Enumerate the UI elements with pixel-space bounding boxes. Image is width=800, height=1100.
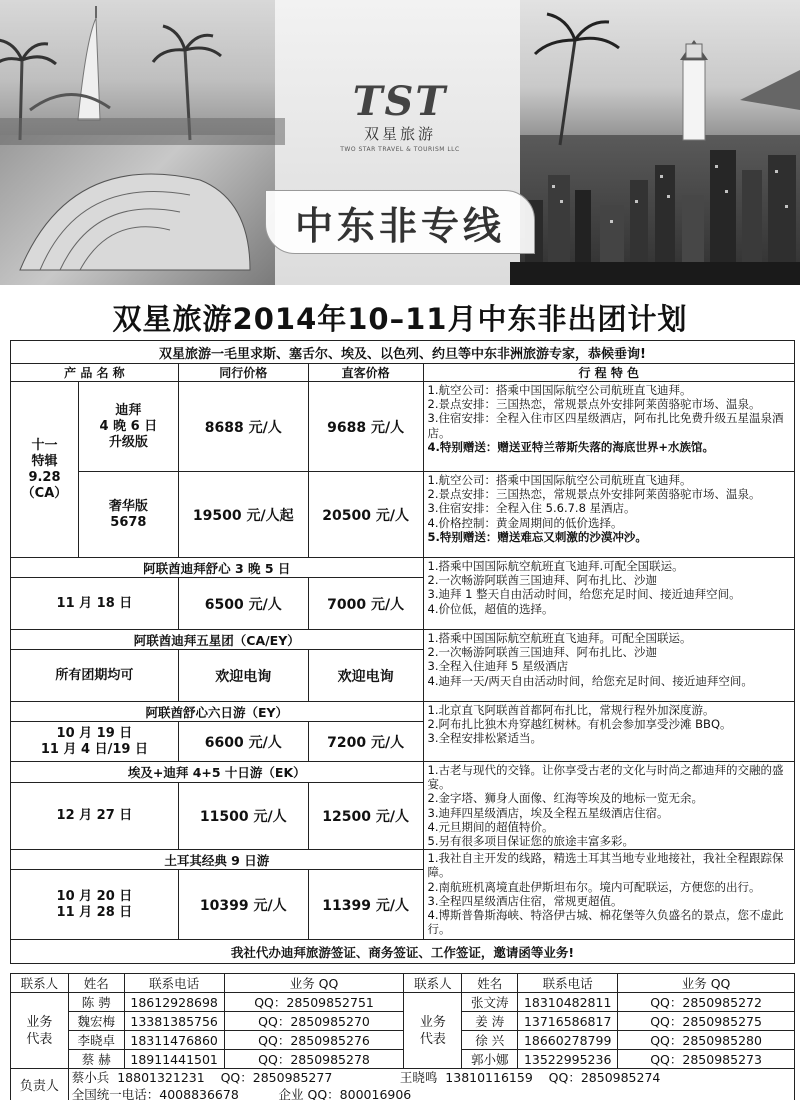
feature-item: 3.住宿安排：全程入住市区四星级酒店，阿布扎比免费升级五星温泉酒店。	[427, 411, 784, 440]
logo-chinese-name: 双星旅游	[363, 125, 436, 143]
contact-phone: 18310482811	[518, 993, 618, 1012]
contact-row	[11, 1012, 795, 1031]
rep-label: 业务 代表	[11, 993, 69, 1069]
table-row	[11, 762, 795, 783]
special-group-label: 十一 特辑 9.28 （CA）	[11, 382, 79, 558]
tour-schedule-table	[10, 340, 795, 964]
direct-price: 9688 元/人	[308, 382, 423, 472]
contact-row	[11, 993, 795, 1012]
feature-item: 2.金字塔、狮身人面像、红海等埃及的地标一览无余。	[427, 791, 704, 806]
table-row	[11, 630, 795, 650]
feature-item: 2.一次畅游阿联酋三国迪拜、阿布扎比、沙迦	[427, 573, 658, 588]
contacts-table	[10, 973, 795, 1100]
feature-list	[423, 762, 794, 850]
feature-list	[423, 472, 794, 558]
lead-label: 负责人	[11, 1069, 69, 1100]
table-row	[11, 382, 795, 472]
contact-phone: 18911441501	[124, 1050, 224, 1069]
feature-item: 1.航空公司：搭乘中国国际航空公司航班直飞迪拜。	[427, 473, 692, 487]
direct-price: 欢迎电询	[308, 650, 423, 702]
direct-price: 11399 元/人	[308, 870, 423, 940]
table-row	[11, 702, 795, 722]
header-phone: 联系电话	[518, 974, 618, 993]
feature-item: 3.全程入住迪拜 5 星级酒店	[427, 659, 569, 674]
contact-qq: QQ：2850985278	[224, 1050, 404, 1069]
direct-price: 12500 元/人	[308, 782, 423, 850]
header-banner	[0, 0, 800, 285]
contact-phone: 18311476860	[124, 1031, 224, 1050]
feature-item: 5.特别赠送：赠送难忘又刺激的沙漠冲沙。	[427, 529, 647, 544]
feature-item: 4.价格控制：黄金周期间的低价选择。	[427, 515, 623, 530]
header-contact: 联系人	[404, 974, 462, 993]
line-title: 中东非专线	[265, 190, 535, 254]
feature-item: 2.景点安排：三国热恋，常规景点外安排阿莱茵骆驼市场、温泉。	[427, 487, 761, 502]
hotline-line: 全国统一电话：4008836678 企业 QQ：800016906	[71, 1087, 412, 1100]
contact-phone: 13381385756	[124, 1012, 224, 1031]
product-name: 奢华版 5678	[78, 472, 178, 558]
contact-qq: QQ：2850985273	[618, 1050, 795, 1069]
peer-price: 6600 元/人	[178, 722, 308, 762]
tour-date: 12 月 27 日	[11, 782, 179, 850]
contact-name: 李晓卓	[68, 1031, 124, 1050]
feature-list	[423, 558, 794, 630]
feature-item: 2.阿布扎比独木舟穿越红树林。有机会参加享受沙滩 BBQ。	[427, 717, 732, 732]
feature-item: 4.特别赠送：赠送亚特兰蒂斯失落的海底世界+水族馆。	[427, 439, 715, 454]
table-row	[11, 850, 795, 870]
table-row	[11, 472, 795, 558]
contact-phone: 13716586817	[518, 1012, 618, 1031]
contact-qq: QQ：2850985272	[618, 993, 795, 1012]
lead-line: 蔡小兵 18801321231 QQ：2850985277 王晓鸣 13810116159 QQ：2850985274	[71, 1070, 661, 1085]
feature-list	[423, 702, 794, 762]
table-row	[11, 558, 795, 578]
feature-list	[423, 630, 794, 702]
contact-qq: QQ：2850985270	[224, 1012, 404, 1031]
contact-name: 张文涛	[462, 993, 518, 1012]
feature-item: 1.航空公司：搭乘中国国际航空公司航班直飞迪拜。	[427, 383, 692, 397]
contact-phone: 13522995236	[518, 1050, 618, 1069]
header-qq: 业务 QQ	[618, 974, 795, 993]
header-peer-price: 同行价格	[178, 364, 308, 382]
feature-item: 4.价位低，超值的选择。	[427, 601, 554, 616]
feature-list	[423, 382, 794, 472]
contact-qq: QQ：2850985276	[224, 1031, 404, 1050]
contact-name: 陈 骋	[68, 993, 124, 1012]
peer-price: 11500 元/人	[178, 782, 308, 850]
visa-service-note: 我社代办迪拜旅游签证、商务签证、工作签证，邀请函等业务!	[11, 940, 795, 964]
tour-date: 10 月 20 日 11 月 28 日	[11, 870, 179, 940]
contact-name: 徐 兴	[462, 1031, 518, 1050]
tour-date: 10 月 19 日 11 月 4 日/19 日	[11, 722, 179, 762]
feature-item: 3.迪拜四星级酒店，埃及全程五星级酒店住宿。	[427, 805, 669, 820]
feature-item: 1.古老与现代的交锋。让你享受古老的文化与时尚之都迪拜的交融的盛宴。	[427, 763, 784, 792]
rep-label: 业务 代表	[404, 993, 462, 1069]
feature-item: 5.另有很多项目保证您的旅途丰富多彩。	[427, 834, 635, 849]
tour-date: 所有团期均可	[11, 650, 179, 702]
peer-price: 欢迎电询	[178, 650, 308, 702]
tour-title: 阿联酋迪拜五星团（CA/EY）	[11, 630, 424, 650]
header-product: 产 品 名 称	[11, 364, 179, 382]
tour-title: 埃及+迪拜 4+5 十日游（EK）	[11, 762, 424, 783]
feature-list	[423, 850, 794, 940]
peer-price: 19500 元/人起	[178, 472, 308, 558]
feature-item: 2.景点安排：三国热恋，常规景点外安排阿莱茵骆驼市场、温泉。	[427, 397, 761, 412]
feature-item: 1.搭乘中国国际航空航班直飞迪拜.可配全国联运。	[427, 559, 684, 573]
feature-item: 2.一次畅游阿联酋三国迪拜、阿布扎比、沙迦	[427, 645, 658, 660]
header-contact: 联系人	[11, 974, 69, 993]
contact-name: 蔡 赫	[68, 1050, 124, 1069]
feature-item: 1.我社自主开发的线路，精选土耳其当地专业地接社，我社全程跟踪保障。	[427, 851, 784, 880]
contact-name: 魏宏梅	[68, 1012, 124, 1031]
tour-title: 阿联酋舒心六日游（EY）	[11, 702, 424, 722]
direct-price: 20500 元/人	[308, 472, 423, 558]
direct-price: 7000 元/人	[308, 578, 423, 630]
tour-title: 土耳其经典 9 日游	[11, 850, 424, 870]
contact-phone: 18612928698	[124, 993, 224, 1012]
header-features: 行 程 特 色	[423, 364, 794, 382]
contact-phone: 18660278799	[518, 1031, 618, 1050]
contact-qq: QQ：2850985275	[618, 1012, 795, 1031]
feature-item: 4.博斯普鲁斯海峡、特洛伊古城、棉花堡等久负盛名的景点，您不虚此行。	[427, 908, 784, 937]
contact-name: 姜 涛	[462, 1012, 518, 1031]
tst-logo	[330, 78, 470, 153]
contact-qq: QQ：2850985280	[618, 1031, 795, 1050]
direct-price: 7200 元/人	[308, 722, 423, 762]
feature-item: 3.住宿安排：全程入住 5.6.7.8 星酒店。	[427, 501, 636, 516]
contact-row	[11, 1031, 795, 1050]
logo-mark: TST	[352, 78, 448, 125]
feature-item: 4.迪拜一天/两天自由活动时间，给您充足时间、接近迪拜空间。	[427, 673, 753, 688]
contact-name: 郭小娜	[462, 1050, 518, 1069]
contact-qq: QQ：28509852751	[224, 993, 404, 1012]
table-caption: 双星旅游一毛里求斯、塞舌尔、埃及、以色列、约旦等中东非洲旅游专家，恭候垂询!	[11, 341, 795, 364]
feature-item: 2.南航班机离境直赴伊斯坦布尔。境内可配联运，方便您的出行。	[427, 879, 761, 894]
feature-item: 3.全程安排松紧适当。	[427, 731, 543, 746]
feature-item: 3.全程四星级酒店住宿，常规更超值。	[427, 893, 623, 908]
header-phone: 联系电话	[124, 974, 224, 993]
header-direct-price: 直客价格	[308, 364, 423, 382]
table-header-row	[11, 364, 795, 382]
feature-item: 3.迪拜 1 整天自由活动时间，给您充足时间、接近迪拜空间。	[427, 587, 741, 602]
header-name: 姓名	[462, 974, 518, 993]
header-qq: 业务 QQ	[224, 974, 404, 993]
feature-item: 1.北京直飞阿联酋首都阿布扎比，常规行程外加深度游。	[427, 703, 715, 717]
tour-title: 阿联酋迪拜舒心 3 晚 5 日	[11, 558, 424, 578]
contact-row	[11, 1050, 795, 1069]
feature-item: 1.搭乘中国国际航空航班直飞迪拜。可配全国联运。	[427, 631, 692, 645]
peer-price: 8688 元/人	[178, 382, 308, 472]
lead-row	[11, 1069, 795, 1100]
contacts-header-row	[11, 974, 795, 993]
product-name: 迪拜 4 晚 6 日 升级版	[78, 382, 178, 472]
peer-price: 10399 元/人	[178, 870, 308, 940]
tour-date: 11 月 18 日	[11, 578, 179, 630]
lead-contacts	[68, 1069, 794, 1100]
feature-item: 4.元旦期间的超值特价。	[427, 819, 554, 834]
header-name: 姓名	[68, 974, 124, 993]
page-title: 双星旅游2014年10–11月中东非出团计划	[112, 302, 688, 336]
logo-english-name: TWO STAR TRAVEL & TOURISM LLC	[340, 146, 460, 153]
peer-price: 6500 元/人	[178, 578, 308, 630]
